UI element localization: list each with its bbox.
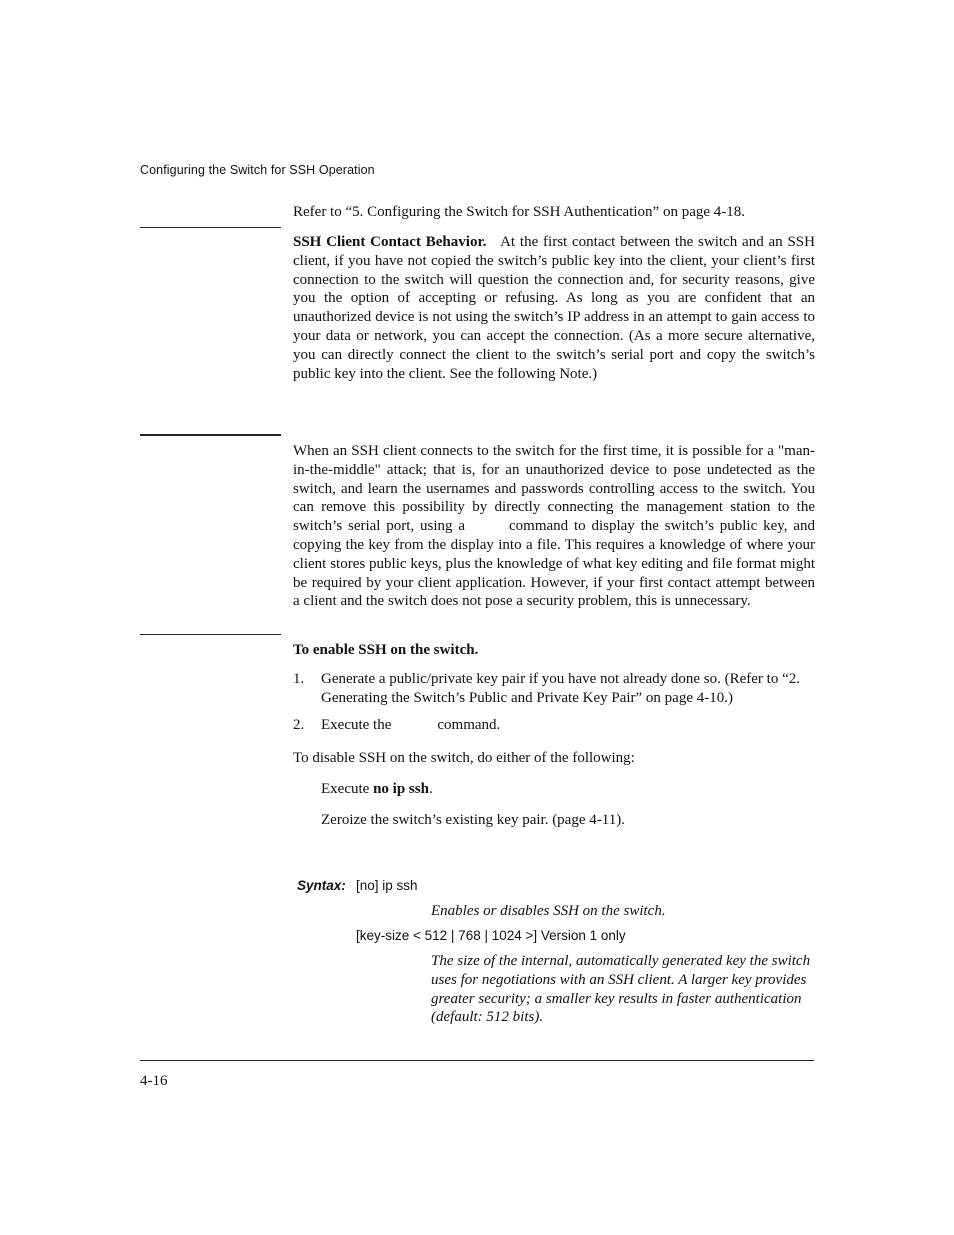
enable-heading: To enable SSH on the switch. [293,642,479,658]
disable-option-2: Zeroize the switch’s existing key pair. (page 4-11). [321,812,625,828]
margin-rule [140,227,281,228]
running-head: Configuring the Switch for SSH Operation [140,163,375,177]
footer-rule [140,1060,814,1061]
disable-intro: To disable SSH on the switch, do either of the following: [293,750,635,766]
note-paragraph [293,442,815,611]
note-text-before: When an SSH client connects to the switch for the first time, it is possible for a "man-in-the-middle" attack; that is, for an unauthorized device to pose undetected as the switch, and learn the usernames and passwords controlling access to the switch. You can remove this possibility by directly connecting the management station to the switch’s serial port, using a [293,443,815,535]
step-text-after: command. [437,717,501,733]
margin-rule-end-note [140,634,281,635]
step-number: 2. [293,717,305,733]
disable-command: no ip ssh [373,781,429,797]
syntax-parameter: [key-size < 512 | 768 | 1024 >] Version 1 only [356,928,626,943]
disable-option-prefix: Execute [321,781,374,797]
refer-paragraph: Refer to “5. Configuring the Switch for SSH Authentication” on page 4-18. [293,204,745,220]
disable-option-1 [321,780,433,799]
note-rule [140,434,281,436]
syntax-label: Syntax: [297,878,346,893]
page-number: 4-16 [140,1073,168,1089]
step-text [321,716,817,735]
syntax-parameter-description: The size of the internal, automatically generated key the switch uses for negotiations with an SSH client. A larger key provides greater security; a smaller key results in faster authentication (default: 512 bits). [431,953,811,1026]
client-contact-text: At the first contact between the switch and an SSH client, if you have not copied the switch’s public key into the client, your client’s first connection to the switch will question the connection and, for security reasons, give you the option of accepting or refusing. As long as you are confident that an unauthorized device is not using the switch’s IP address in an attempt to gain access to your data or network, you can accept the connection. (As a more secure alternative, you can directly connect the client to the switch’s serial port and copy the switch’s public key into the client. See the following Note.) [293,234,815,382]
disable-option-suffix: . [428,781,433,797]
step-text-before: Execute the [321,717,392,733]
client-contact-paragraph [293,233,815,383]
step-text: Generate a public/private key pair if you have not already done so. (Refer to “2. Generating the Switch’s Public and Private Key Pair” on page 4-10.) [321,671,800,706]
note-text-after: command to display the switch’s public key, and copying the key from the display into a file. This requires a knowledge of where your client stores public keys, plus the knowledge of what key editing and file format might be required by your client application. However, if your first contact attempt between a client and the switch does not pose a security problem, this is unnecessary. [293,518,815,610]
step-number: 1. [293,671,305,687]
client-contact-heading: SSH Client Contact Behavior. [293,234,487,250]
syntax-command: [no] ip ssh [356,878,418,893]
syntax-command-description: Enables or disables SSH on the switch. [431,903,666,919]
